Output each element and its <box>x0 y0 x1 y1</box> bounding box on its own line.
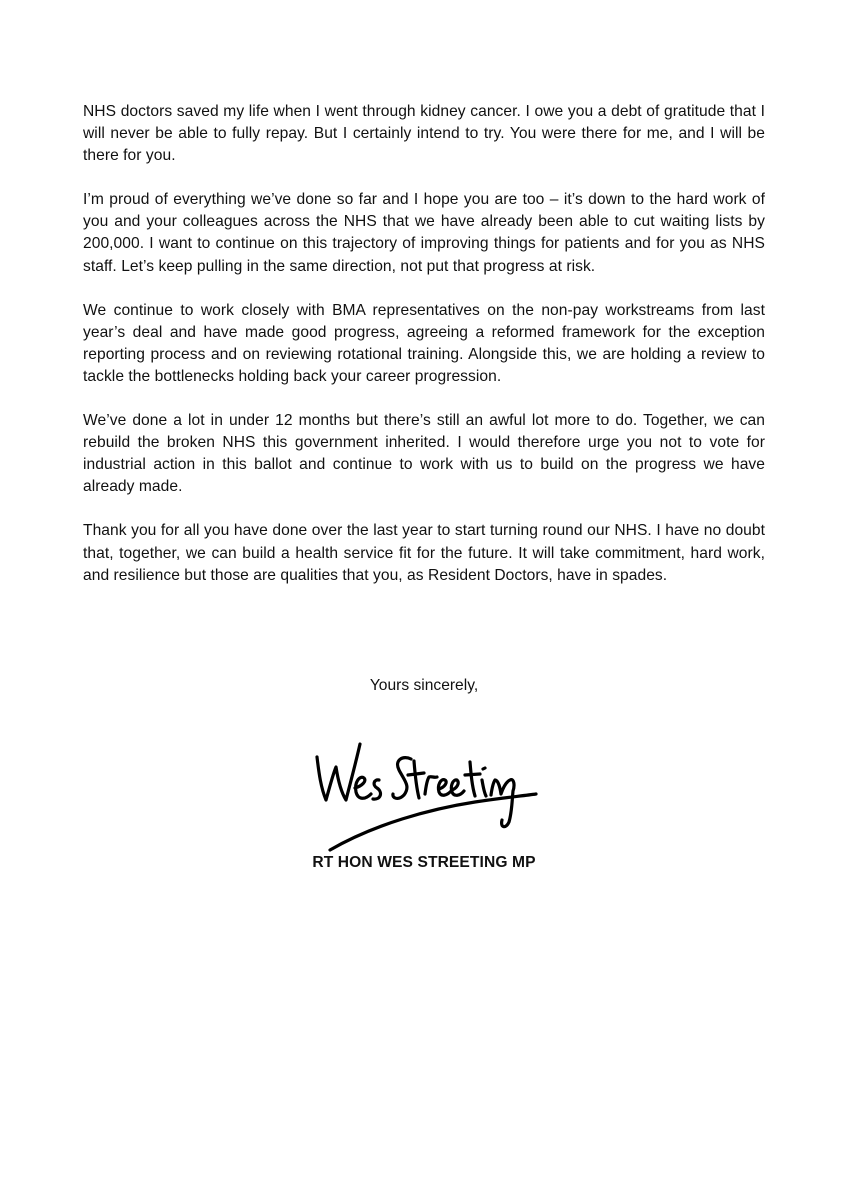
paragraph-gratitude: NHS doctors saved my life when I went through kidney cancer. I owe you a debt of gratitude that I will never be able to fully repay. But I certainly intend to try. You were there for me, and I will be there for you. <box>83 103 765 165</box>
letter-body <box>83 101 765 609</box>
closing-salutation: Yours sincerely, <box>369 677 479 694</box>
paragraph-ballot-appeal: We’ve done a lot in under 12 months but there’s still an awful lot more to do. Together, we can rebuild the broken NHS this government inherited. I would therefore urge you not to vote for industrial action in this ballot and continue to work with us to build on the progress we have already made. <box>83 412 765 496</box>
paragraph-thanks: Thank you for all you have done over the last year to start turning round our NHS. I have no doubt that, together, we can build a health service fit for the future. It will take commitment, hard work, and resilience but those are qualities that you, as Resident Doctors, have in spades. <box>83 522 765 584</box>
paragraph-bma-workstreams: We continue to work closely with BMA representatives on the non-pay workstreams from last year’s deal and have made good progress, agreeing a reformed framework for the exception reporting process and on reviewing rotational training. Alongside this, we are holding a review to tackle the bottlenecks holding back your career progression. <box>83 301 765 385</box>
handwritten-signature <box>300 722 560 862</box>
signatory-name: RT HON WES STREETING MP <box>312 854 536 871</box>
paragraph-progress: I’m proud of everything we’ve done so far and I hope you are too – it’s down to the hard work of you and your colleagues across the NHS that we have already been able to cut waiting lists by 200,000. I want to continue on this trajectory of improving things for patients and for you as NHS staff. Let’s keep pulling in the same direction, not put that progress at risk. <box>83 191 765 275</box>
